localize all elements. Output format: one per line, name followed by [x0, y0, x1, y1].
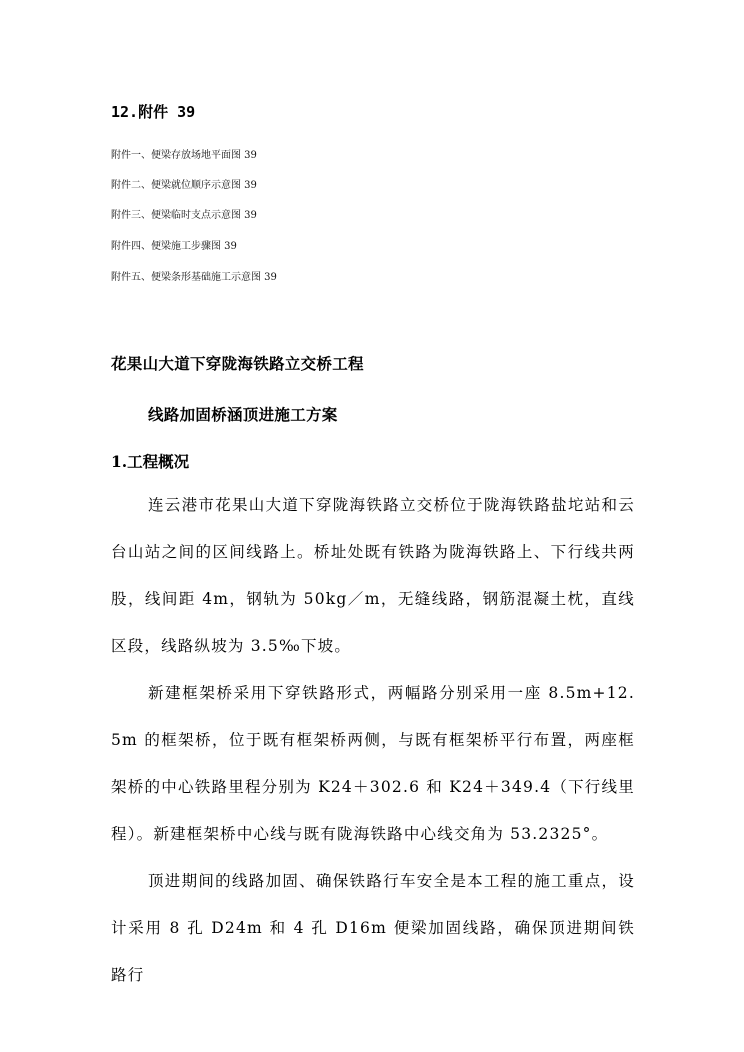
toc-item[interactable]: 附件一、便梁存放场地平面图 39	[111, 150, 257, 161]
document-subtitle: 线路加固桥涵顶进施工方案	[148, 405, 338, 424]
toc-item[interactable]: 附件三、便梁临时支点示意图 39	[111, 210, 257, 221]
document-title: 花果山大道下穿陇海铁路立交桥工程	[111, 354, 364, 373]
section-heading: 1.工程概况	[111, 452, 190, 471]
body-paragraph: 新建框架桥采用下穿铁路形式，两幅路分别采用一座 8.5m+12.5m 的框架桥，位于既有框架桥两侧，与既有框架桥平行布置，两座框架桥的中心铁路里程分别为 K24＋302.6 和 K24＋349.4（下行线里程）。新建框架桥中心线与既有陇海铁路中心线交角为 53.2325°。	[111, 684, 635, 843]
toc-item[interactable]: 附件二、便梁就位顺序示意图 39	[111, 180, 257, 191]
toc-heading: 12.附件 39	[111, 103, 196, 121]
toc-item[interactable]: 附件五、便梁条形基础施工示意图 39	[111, 272, 277, 283]
body-paragraph: 连云港市花果山大道下穿陇海铁路立交桥位于陇海铁路盐坨站和云台山站之间的区间线路上。桥址处既有铁路为陇海铁路上、下行线共两股，线间距 4m，钢轨为 50kg／m，无缝线路，钢筋混凝土枕，直线区段，线路纵坡为 3.5‰下坡。	[111, 496, 635, 655]
body-paragraph: 顶进期间的线路加固、确保铁路行车安全是本工程的施工重点，设计采用 8 孔 D24m 和 4 孔 D16m 便梁加固线路，确保顶进期间铁路行	[111, 872, 635, 984]
toc-item[interactable]: 附件四、便梁施工步骤图 39	[111, 241, 237, 252]
